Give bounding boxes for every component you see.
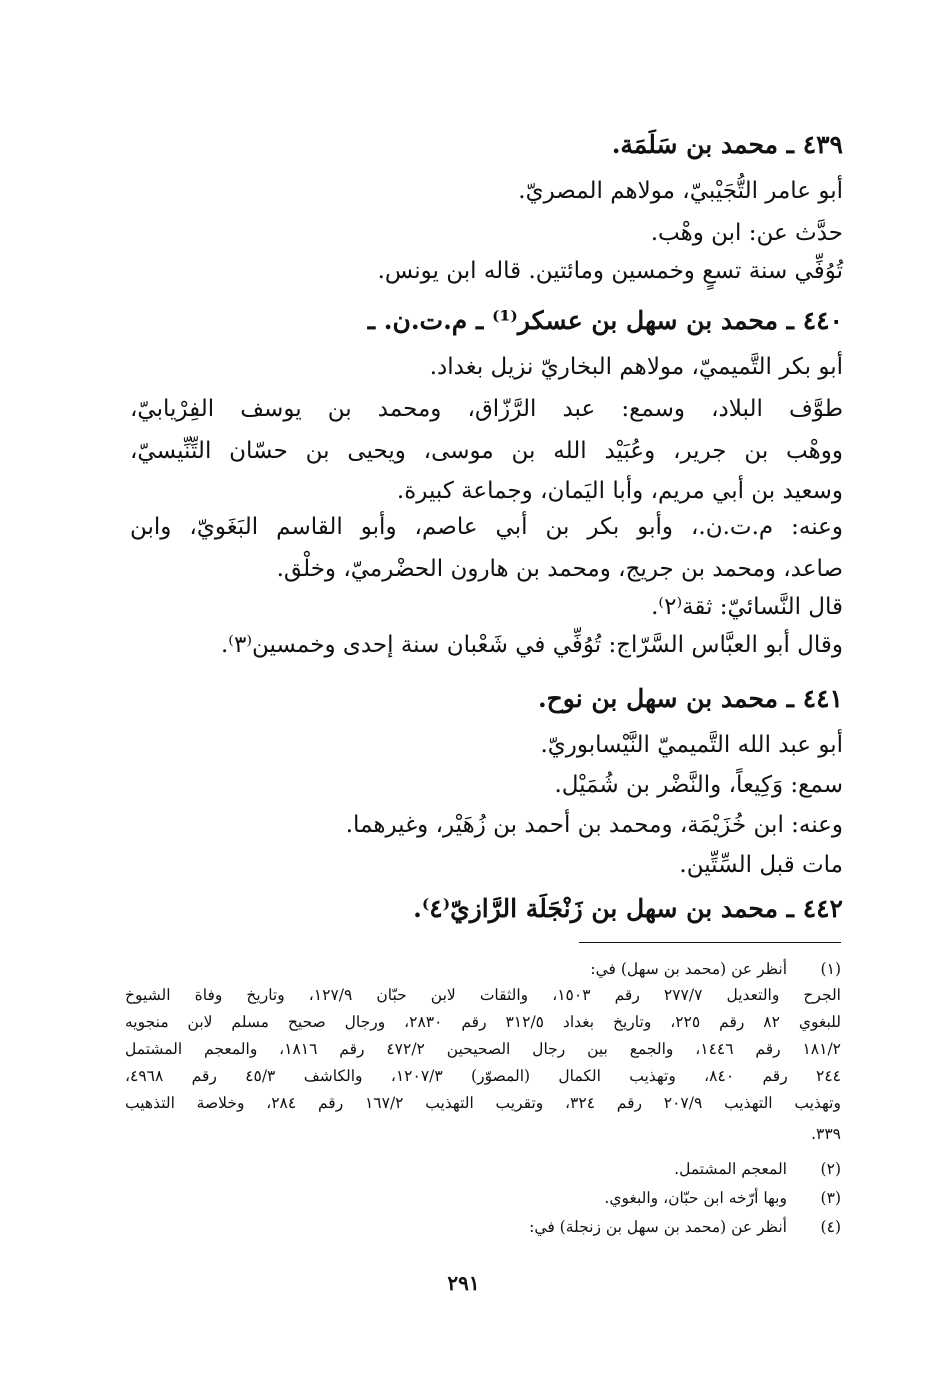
entry-line: حدَّث عن: ابن وهْب. [650, 220, 843, 246]
footnote-number: (١) [820, 960, 841, 978]
entry-line: وقال أبو العبَّاس السَّرّاج: تُوُفِّي في شَعْبان سنة إحدى وخمسين⁽٣⁾. [220, 632, 843, 658]
entry-line: أبو عامر التُّجَيْبيّ، مولاهم المصريّ. [518, 178, 843, 204]
footnote-text: المعجم المشتمل. [674, 1160, 787, 1178]
footnote-number: (٢) [820, 1160, 841, 1178]
footnote-text: ١٨١/٢ رقم ١٤٤٦، والجمع بين رجال الصحيحين ٤٧٢/٢ رقم ١٨١٦، والمعجم المشتمل [125, 1040, 841, 1058]
entry-line: سمع: وَكِيعاً، والنَّضْر بن شُمَيْل. [554, 772, 843, 798]
footnote-number: (٣) [820, 1189, 841, 1207]
footnote-text: للبغوي ٨٢ رقم ٢٢٥، وتاريخ بغداد ٣١٢/٥ رقم ٢٨٣٠، ورجال صحيح مسلم لابن منجويه [125, 1013, 841, 1031]
entry-heading-440: ٤٤٠ ـ محمد بن سهل بن عسكر⁽¹⁾ ـ م.ت.ن. ـ [367, 306, 843, 335]
entry-line: وسعيد بن أبي مريم، وأبا اليَمان، وجماعة كبيرة. [396, 478, 843, 504]
page-number: ٢٩١ [447, 1271, 480, 1295]
footnote-text: الجرح والتعديل ٢٧٧/٧ رقم ١٥٠٣، والثقات لابن حبّان ١٢٧/٩، وتاريخ وفاة الشيوخ [125, 986, 841, 1004]
entry-line: صاعد، ومحمد بن جريج، ومحمد بن هارون الحضْرميّ، وخلْق. [276, 556, 843, 582]
entry-line: أبو عبد الله التَّميميّ النَّيْسابوريّ. [540, 732, 843, 758]
entry-line: أبو بكر التَّميميّ، مولاهم البخاريّ نزيل بغداد. [429, 354, 843, 380]
footnote-text: ٣٣٩. [811, 1125, 841, 1143]
footnote-text: ٢٤٤ رقم ٨٤٠، وتهذيب الكمال (المصوّر) ١٢٠٧/٣، والكاشف ٤٥/٣ رقم ٤٩٦٨، [125, 1067, 841, 1085]
entry-line: تُوُفِّي سنة تسعٍ وخمسين ومائتين. قاله ابن يونس. [377, 258, 843, 284]
footnote-text: وبها أرّخه ابن حبّان، والبغوي. [604, 1189, 787, 1207]
entry-heading-439: ٤٣٩ ـ محمد بن سَلَمَة. [611, 130, 843, 159]
entry-line: ووهْب بن جرير، وعُبَيْد الله بن موسى، ويحيى بن حسّان التِّنِّيسيّ، [130, 438, 843, 464]
footnote-text: أنظر عن (محمد بن سهل) في: [590, 960, 787, 978]
entry-line: مات قبل السِّتِّين. [679, 852, 843, 878]
footnote-text: وتهذيب التهذيب ٢٠٧/٩ رقم ٣٢٤، وتقريب التهذيب ١٦٧/٢ رقم ٢٨٤، وخلاصة التذهيب [125, 1094, 841, 1112]
entry-line: وعنه: ابن خُزَيْمَة، ومحمد بن أحمد بن زُهَيْر، وغيرهما. [345, 812, 843, 838]
footnote-divider [579, 942, 841, 943]
entry-line: قال النَّسائيّ: ثقة⁽٢⁾. [651, 594, 843, 620]
entry-heading-442: ٤٤٢ ـ محمد بن سهل بن زَنْجَلَة الرَّازيّ⁽٤⁾. [413, 894, 843, 923]
entry-line: طوَّف البلاد، وسمع: عبد الرَّزّاق، ومحمد بن يوسف الفِرْيابيّ، [130, 396, 843, 422]
entry-line: وعنه: م.ت.ن.، وأبو بكر بن أبي عاصم، وأبو القاسم البَغَويّ، وابن [130, 514, 843, 540]
footnote-number: (٤) [820, 1218, 841, 1236]
footnote-text: أنظر عن (محمد بن سهل بن زنجلة) في: [529, 1218, 787, 1236]
entry-heading-441: ٤٤١ ـ محمد بن سهل بن نوح. [537, 684, 843, 713]
